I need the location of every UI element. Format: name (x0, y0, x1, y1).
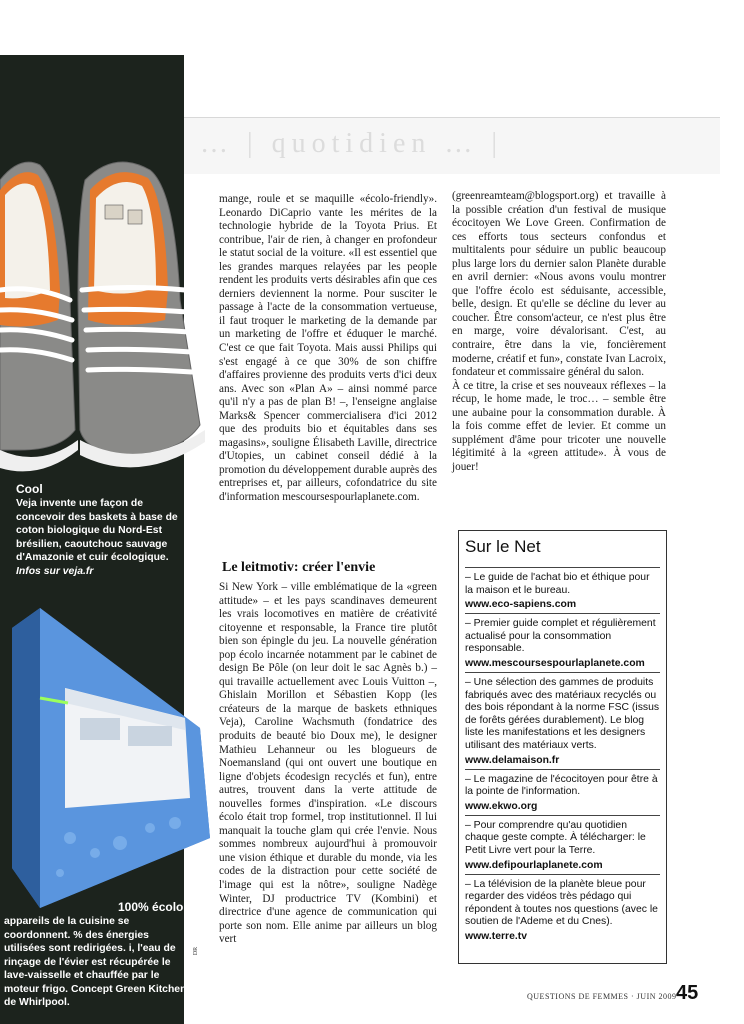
net-entry-text: – Le magazine de l'écocitoyen pour être à la pointe de l'information. (465, 773, 658, 798)
sneakers-caption (16, 497, 178, 578)
net-entry-link[interactable]: www.ekwo.org (465, 800, 538, 812)
net-entry-link[interactable]: www.defipourlaplanete.com (465, 859, 603, 871)
top-margin (184, 55, 744, 117)
kitchen-photo (0, 608, 210, 908)
net-entry (465, 815, 660, 871)
net-entry-text: – La télévision de la planète bleue pour regarder des vidéos très pédago qui répondent à toutes nos questions (avec le soutien de l'Ademe et du Cnes). (465, 878, 658, 928)
article-paragraph: À ce titre, la crise et ses nouveaux réflexes – la récup, le home made, le troc… – semble être une aubaine pour la consommation durable. À la fois comme effet de levier. Et comme un supplément d'âme pour tricoter une nouvelle légitimité à la «green attitude». À vous de jouer! (452, 379, 666, 473)
sneakers-photo (0, 150, 210, 480)
article-paragraph: (greenreamteam@blogsport.org) et travaille à la possible création d'un festival de musique écocitoyen We Love Green. Confirmation de ces efforts tous secteurs confondus et multitalents pour séduire un public beaucoup plus large lors du dernier salon Planète durable en avril dernier: «Nous avons voulu montrer que l'offre écolo est séduisante, accessible, belle, design. Et qu'elle se décline du lever au coucher. Être consom'acteur, ce n'est plus être en marge, voire dévalorisant. C'est, au contraire, être dans la vie, foncièrement moderne, créatif et fun», constate Ivan Lacroix, fondateur et commissaire général du salon. (452, 190, 666, 379)
net-entry-text: – Premier guide complet et régulièrement actualisé pour la consommation responsable. (465, 618, 656, 655)
sneakers-caption-link: Infos sur veja.fr (16, 565, 94, 577)
sneakers-caption-text: Veja invente une façon de concevoir des baskets à base de coton biologique du Nord-Est brésilien, caoutchouc sauvage d'Amazonie et cuir écologique. (16, 498, 178, 563)
photo-credit: DR (193, 946, 200, 956)
header-ghost-text: … | quotidien … | (200, 128, 503, 159)
net-entry-link[interactable]: www.mescoursespourlaplanete.com (465, 657, 645, 669)
net-entry (465, 874, 660, 942)
net-entry-link[interactable]: www.eco-sapiens.com (465, 599, 577, 611)
sur-le-net-title: Sur le Net (465, 537, 541, 556)
article-paragraph: Si New York – ville emblématique de la «green attitude» – et les pays scandinaves demeurent les vrais locomotives en matière de créativité citoyenne et responsable, la France tire plutôt bien son épingle du jeu. La nouvelle génération pop écolo incarnée notamment par le cabinet de design Be Pôle (on leur doit le sac Agnès b.) – qui travaille actuellement avec Louis Vuitton –, Ghislain Morillon et Sébastien Kopp (les créateurs de la marque de baskets ethniques Veja), Caroline Wachsmuth (fondatrice des produits de beauté bio Doux me), le designer Mathieu Lehanneur ou les blogueurs de Noemansland (qui ont ouvert une boutique en ligne d'objets écodesign recyclés et fun), entre autres, trouvent dans la verte attitude de nouvelles formes d'inspiration. «Le discours écolo était trop formel, trop institutionnel. Il lui manquait la touche glam qui crée l'envie. Nous sommes nombreux aujourd'hui à promouvoir une vision éthique et durable du monde, via les codes de la distraction pour cette société de l'image qui est la nôtre», souligne Nadège Winter, DJ productrice TV (Kombini) et directrice d'une agence de communication qui porte son nom. Elle anime par ailleurs un blog vert (219, 581, 437, 946)
net-entry (465, 672, 660, 766)
sneakers-caption-title: Cool (16, 482, 43, 496)
net-entry-text: – Une sélection des gammes de produits fabriqués avec des matériaux recyclés ou des bois répondant à la norme FSC (issus de forêts gérées durablement). Le blog liste les manifestations et les designers utilisant des matériaux verts. (465, 676, 660, 751)
net-entry (465, 613, 660, 669)
article-paragraph: mange, roule et se maquille «écolo-friendly». Leonardo DiCaprio vante les mérites de la technologie hybride de la Toyota Prius. Et contribue, l'air de rien, à changer en profondeur le statut social de la voiture. «Il est essentiel que les grandes marques relayées par les people rendent les produits verts désirables afin que ces derniers deviennent la norme. Pour susciter le passage à l'acte de la consommation vertueuse, il faut troquer le marketing de la demande par un marketing de l'offre et éduquer le marché. C'est ce que fait Toyota. Mais aussi Philips qui s'est engagé à ce que 30% de son chiffre d'affaires provienne des produits verts d'ici deux ans. Avec son «Plan A» – ainsi nommé parce qu'il n'y a pas de plan B! –, l'enseigne anglaise Marks& Spencer commercialisera d'ici 2012 que des produits bio et équitables dans ses magasins», souligne Élisabeth Laville, directrice d'Utopies, un cabinet conseil dédié à la promotion du développement durable auprès des entreprises et, par ailleurs, cofondatrice du site d'information mescoursespourlaplanete.com. (219, 193, 437, 504)
footer-magazine-name: QUESTIONS DE FEMMES · JUIN 2009 (527, 992, 677, 1001)
left-sneaker (0, 162, 78, 471)
net-entry-text: – Pour comprendre qu'au quotidien chaque geste compte. À télécharger: le Petit Livre vert pour la Terre. (465, 819, 646, 856)
kitchen-caption-title: 100% écolo (118, 900, 184, 914)
kitchen-caption: appareils de la cuisine se coordonnent. % des énergies utilisées sont redirigées. i, l'eau de rinçage de l'évier est récupérée le lave-vaisselle et chauffée par le moteur frigo. Concept Green Kitchen de Whirlpool. (4, 916, 187, 1008)
article-column-1-top (219, 193, 437, 505)
sur-le-net-box (458, 530, 667, 964)
article-column-1-bottom (219, 581, 437, 947)
net-entry-text: – Le guide de l'achat bio et éthique pour la maison et le bureau. (465, 572, 650, 596)
net-entry-link[interactable]: www.delamaison.fr (465, 754, 560, 766)
net-entry-link[interactable]: www.terre.tv (465, 930, 527, 942)
net-entry (465, 769, 660, 812)
right-sneaker (78, 162, 205, 467)
article-subheading: Le leitmotiv: créer l'envie (222, 560, 376, 575)
article-column-2 (452, 190, 666, 474)
page-number: 45 (676, 982, 699, 1004)
net-entry (465, 567, 660, 610)
